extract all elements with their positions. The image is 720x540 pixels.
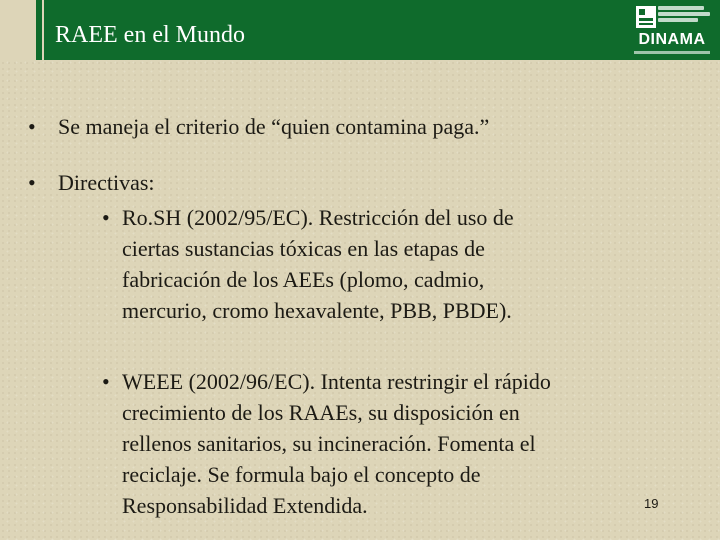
sub-bullet-marker: • xyxy=(102,369,110,394)
sub-bullet-rosh xyxy=(102,202,514,326)
sub-bullet-line: • WEEE (2002/96/EC). Intenta restringir el rápido xyxy=(102,366,551,397)
sub-bullet-line: rellenos sanitarios, su incineración. Fomenta el xyxy=(122,431,536,456)
logo-subtitle-line xyxy=(634,51,710,54)
logo-name: DINAMA xyxy=(638,31,706,48)
sub-bullet-weee xyxy=(102,366,551,521)
sub-bullet-marker: • xyxy=(102,205,110,230)
dinama-logo xyxy=(630,4,710,56)
header-bar xyxy=(0,0,720,60)
bullet-polluter-pays xyxy=(28,114,489,140)
bullet-marker: • xyxy=(28,170,36,195)
bullet-text: Se maneja el criterio de “quien contamina paga.” xyxy=(58,114,490,139)
sub-bullet-line: ciertas sustancias tóxicas en las etapas de xyxy=(122,236,485,261)
logo-ministry-text xyxy=(658,6,710,24)
sub-bullet-line: crecimiento de los RAAEs, su disposición en xyxy=(122,400,520,425)
sub-bullet-line: mercurio, cromo hexavalente, PBB, PBDE). xyxy=(122,298,512,323)
bullet-text: Directivas: xyxy=(58,170,155,195)
sub-bullet-line: fabricación de los AEEs (plomo, cadmio, xyxy=(122,267,485,292)
sub-bullet-line: • Ro.SH (2002/95/EC). Restricción del uso de xyxy=(102,202,514,233)
logo-emblem-icon xyxy=(636,6,656,28)
page-number: 19 xyxy=(644,496,659,511)
title-accent-stripe xyxy=(36,0,42,60)
sub-bullet-line: Responsabilidad Extendida. xyxy=(122,493,368,518)
bullet-marker: • xyxy=(28,114,36,139)
slide-title: RAEE en el Mundo xyxy=(55,22,245,48)
sub-bullet-line: reciclaje. Se formula bajo el concepto de xyxy=(122,462,481,487)
bullet-directivas xyxy=(28,170,155,196)
